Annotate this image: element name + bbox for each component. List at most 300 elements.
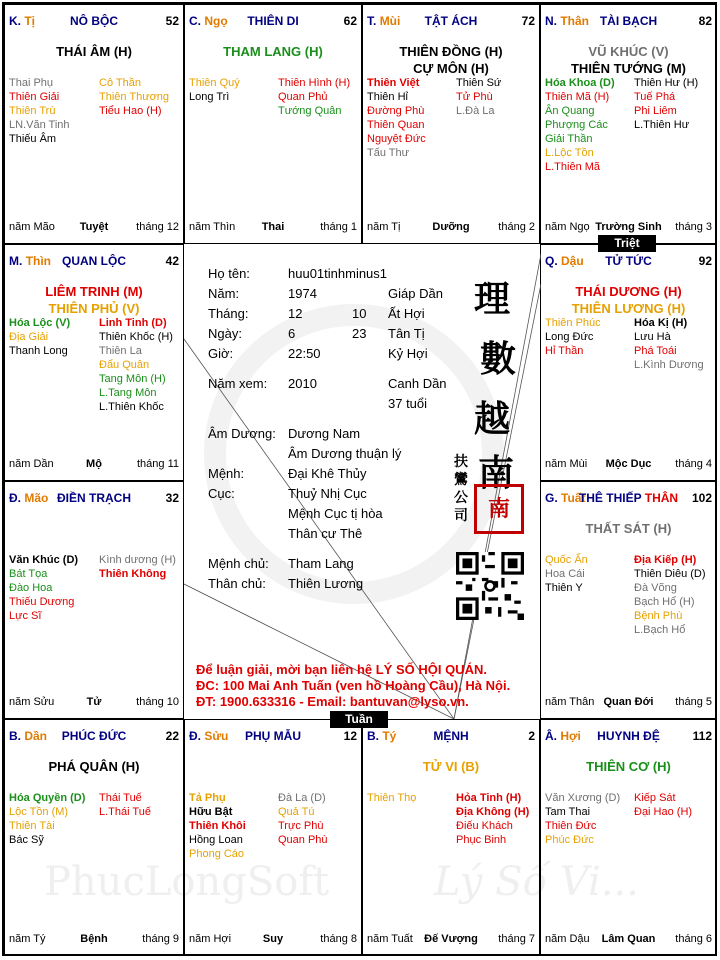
branch-letter: C. <box>189 14 201 28</box>
star-item: Thiên Khôi <box>189 820 246 832</box>
palace-month: tháng 1 <box>320 221 357 233</box>
palace-cell-than[interactable] <box>540 4 717 244</box>
palace-header <box>189 729 357 745</box>
main-stars <box>543 43 714 77</box>
palace-header <box>9 254 179 270</box>
stars-right <box>278 791 328 847</box>
palace-year: năm Dậu <box>545 933 590 945</box>
star-item: L.Tang Môn <box>99 387 157 399</box>
calligraphy-side-char: 鸞 <box>454 472 468 488</box>
calligraphy-side-char: 公 <box>454 490 468 506</box>
palace-cell-thin[interactable] <box>4 244 184 481</box>
star-item: Trực Phù <box>278 820 324 832</box>
star-item: Thiếu Dương <box>9 596 75 608</box>
star-item: Linh Tinh (D) <box>99 317 167 329</box>
stars-left <box>9 553 78 623</box>
palace-header <box>367 14 535 30</box>
star-item: Thiên Khốc (H) <box>99 331 173 343</box>
palace-name <box>545 14 712 28</box>
star-item: Hóa Lộc (V) <box>9 317 71 329</box>
palace-title: NÔ BỘC <box>70 14 118 28</box>
palace-month: tháng 2 <box>498 221 535 233</box>
star-item: Phá Toái <box>634 345 677 357</box>
palace-phase: Đế Vượng <box>424 933 478 945</box>
day-can: Tân Tị <box>388 326 425 341</box>
main-star: THIÊN CƠ (H) <box>586 759 671 774</box>
main-stars <box>7 43 181 60</box>
star-item: Tấu Thư <box>367 147 410 159</box>
stars-right <box>99 791 151 819</box>
main-star: THIÊN LƯƠNG (H) <box>571 301 686 316</box>
star-item: Thiên Mã (H) <box>545 91 610 103</box>
star-item: L.Thiên Mã <box>545 161 601 173</box>
calligraphy-side-char: 司 <box>454 508 468 524</box>
star-item: L.Kình Dương <box>634 359 704 371</box>
qr-finder-pattern <box>501 552 524 575</box>
star-item: Hồng Loan <box>189 834 243 846</box>
main-stars <box>365 758 537 775</box>
star-item: Đào Hoa <box>9 582 53 594</box>
cuc-label: Cục: <box>208 486 235 501</box>
palace-name <box>189 14 357 28</box>
star-item: Thiên Thọ <box>367 792 417 804</box>
stars-left <box>9 316 70 358</box>
than-chu-value: Thiên Lương <box>288 576 364 591</box>
palace-footer <box>545 696 712 710</box>
branch-name: Dậu <box>561 254 584 268</box>
main-stars <box>543 758 714 775</box>
stars-left <box>9 791 85 847</box>
star-item: Văn Khúc (D) <box>9 554 79 566</box>
month-lunar: 10 <box>352 306 367 321</box>
main-star: PHÁ QUÂN (H) <box>48 759 140 774</box>
star-item: Văn Xương (D) <box>545 792 621 804</box>
palace-cell-ti[interactable] <box>362 719 540 956</box>
stars-left <box>9 76 70 146</box>
star-item: Cô Thần <box>99 77 141 89</box>
star-item: Thiên Diêu (D) <box>634 568 706 580</box>
palace-cell-tuat[interactable] <box>540 481 717 719</box>
amduong-note: Âm Dương thuận lý <box>288 446 402 461</box>
star-item: Quốc Ấn <box>545 554 588 566</box>
palace-year: năm Thìn <box>189 221 236 233</box>
palace-month: tháng 6 <box>675 933 712 945</box>
palace-phase: Trường Sinh <box>595 221 662 233</box>
star-item: Thiếu Âm <box>9 133 57 145</box>
palace-footer <box>9 221 179 235</box>
palace-footer <box>9 696 179 710</box>
palace-header <box>9 14 179 30</box>
palace-month: tháng 10 <box>136 696 179 708</box>
calligraphy-char: 越 <box>474 398 511 440</box>
star-item: Quan Phù <box>278 834 328 846</box>
main-star: LIÊM TRINH (M) <box>45 284 143 299</box>
palace-cell-dau[interactable] <box>540 244 717 481</box>
palace-year: năm Tý <box>9 933 46 945</box>
palace-header <box>367 729 535 745</box>
main-star: THIÊN PHỦ (V) <box>48 301 140 316</box>
palace-month: tháng 9 <box>142 933 179 945</box>
red-seal: 南 <box>474 484 524 534</box>
star-item: Thiên Thương <box>99 91 170 103</box>
calligraphy-char: 數 <box>480 338 517 380</box>
palace-title: PHÚC ĐỨC <box>61 729 127 743</box>
branch-name: Dần <box>24 729 48 743</box>
watermark-left: PhucLongSoft <box>44 859 330 905</box>
star-item: Bác Sỹ <box>9 834 44 846</box>
palace-phase: Dưỡng <box>432 221 470 233</box>
main-star: THÁI DƯƠNG (H) <box>575 284 682 299</box>
palace-phase: Tuyệt <box>79 221 109 233</box>
star-item: Hóa Khoa (D) <box>545 77 615 89</box>
palace-header <box>9 729 179 745</box>
palace-year: năm Thân <box>545 696 595 708</box>
palace-name <box>9 254 179 268</box>
name-value: huu01tinhminus1 <box>288 266 388 281</box>
palace-month: tháng 7 <box>498 933 535 945</box>
palace-name <box>367 14 535 28</box>
palace-month: tháng 8 <box>320 933 357 945</box>
qr-code[interactable] <box>456 552 524 620</box>
palace-header <box>545 14 712 30</box>
branch-name: Ngọ <box>204 14 228 28</box>
than-chu-label: Thân chủ: <box>208 576 266 591</box>
star-item: L.Thiên Hư <box>634 119 690 131</box>
palace-year: năm Tuất <box>367 933 413 945</box>
star-item: Long Trì <box>189 91 230 103</box>
stars-right <box>634 553 706 637</box>
palace-year: năm Ngọ <box>545 221 590 233</box>
star-item: Long Đức <box>545 331 594 343</box>
star-item: Thanh Long <box>9 345 68 357</box>
palace-number: 2 <box>528 729 535 743</box>
stars-left <box>545 553 588 595</box>
star-item: Thiên Tài <box>9 820 55 832</box>
branch-name: Tuất <box>561 491 586 505</box>
star-item: Thiên Giải <box>9 91 60 103</box>
branch-letter: Â. <box>545 729 557 743</box>
star-item: Tam Thai <box>545 806 591 818</box>
palace-number: 72 <box>521 14 535 28</box>
palace-cell-mao[interactable] <box>4 481 184 719</box>
star-item: Thiên Đức <box>545 820 597 832</box>
palace-phase: Mộc Dục <box>605 458 652 470</box>
cuc-value: Thuỷ Nhị Cục <box>288 486 367 501</box>
palace-footer <box>545 221 712 235</box>
star-item: L.Đà La <box>456 105 495 117</box>
branch-name: Mão <box>24 491 49 505</box>
month-label: Tháng: <box>208 306 249 321</box>
palace-header <box>545 254 712 270</box>
palace-year: năm Sửu <box>9 696 55 708</box>
star-item: Địa Giải <box>9 331 49 343</box>
palace-cell-dan[interactable] <box>4 719 184 956</box>
branch-letter: N. <box>545 14 557 28</box>
star-item: Lưu Hà <box>634 331 671 343</box>
palace-title: THÊ THIẾP <box>578 491 642 505</box>
star-item: Thiên Việt <box>367 77 420 89</box>
star-item: Bát Tọa <box>9 568 48 580</box>
branch-name: Mùi <box>379 14 401 28</box>
name-label: Họ tên: <box>208 266 250 281</box>
palace-title: HUYNH ĐỆ <box>597 729 660 743</box>
star-item: Thiên Hình (H) <box>278 77 351 89</box>
star-item: Quan Phủ <box>278 91 328 103</box>
palace-month: tháng 3 <box>675 221 712 233</box>
star-item: Thiên Trù <box>9 105 56 117</box>
palace-phase: Quan Đới <box>603 696 654 708</box>
contact-line-1: Để luận giải, mời bạn liên hệ LÝ SỐ HỘI QUÁN. <box>196 662 487 677</box>
star-item: Hữu Bật <box>189 806 233 818</box>
palace-cell-ngo[interactable] <box>184 4 362 244</box>
star-item: Địa Kiếp (H) <box>634 554 697 566</box>
star-item: Phong Cáo <box>189 848 245 860</box>
palace-month: tháng 5 <box>675 696 712 708</box>
palace-month: tháng 11 <box>136 458 179 470</box>
palace-year: năm Hợi <box>189 933 232 945</box>
palace-footer <box>367 221 535 235</box>
age: 37 tuổi <box>388 396 428 411</box>
star-item: Tuế Phá <box>634 91 676 103</box>
palace-title: PHỤ MẪU <box>245 729 301 743</box>
year-value: 1974 <box>288 286 317 301</box>
stars-right <box>456 76 501 118</box>
palace-phase: Tử <box>86 696 102 708</box>
palace-cell-ty[interactable] <box>4 4 184 244</box>
palace-footer <box>189 221 357 235</box>
calligraphy-side-char: 扶 <box>454 454 468 470</box>
palace-title: MỆNH <box>433 729 469 743</box>
star-item: Kình dương (H) <box>99 554 176 566</box>
star-item: Giải Thần <box>545 133 593 145</box>
main-stars <box>7 758 181 775</box>
palace-extra: THÂN <box>644 491 679 505</box>
star-item: Tử Phù <box>456 91 493 103</box>
main-star: THIÊN TƯỚNG (M) <box>570 61 687 76</box>
palace-year: năm Dần <box>9 458 54 470</box>
star-item: Quả Tú <box>278 806 315 818</box>
star-item: Thiên Phúc <box>545 317 601 329</box>
palace-number: 62 <box>343 14 357 28</box>
branch-name: Sửu <box>204 729 229 743</box>
star-item: Hóa Quyền (D) <box>9 792 86 804</box>
menh-chu-label: Mệnh chủ: <box>208 556 269 571</box>
menh-chu-value: Tham Lang <box>288 556 354 571</box>
palace-name <box>9 491 179 505</box>
stars-right <box>99 553 176 581</box>
main-star: THẤT SÁT (H) <box>585 521 672 536</box>
main-star: VŨ KHÚC (V) <box>588 44 669 59</box>
branch-letter: M. <box>9 254 23 268</box>
palace-number: 32 <box>165 491 179 505</box>
branch-name: Tị <box>24 14 36 28</box>
calligraphy-char: 南 <box>478 452 515 494</box>
stars-left <box>367 791 416 805</box>
palace-month: tháng 12 <box>136 221 179 233</box>
stars-right <box>99 316 173 414</box>
main-star: THAM LANG (H) <box>223 44 323 59</box>
main-star: THIÊN ĐỒNG (H) <box>399 44 503 59</box>
palace-footer <box>545 933 712 947</box>
palace-header <box>545 729 712 745</box>
star-item: Hỏa Tinh (H) <box>456 792 522 804</box>
branch-letter: G. <box>545 491 558 505</box>
palace-year: năm Mão <box>9 221 55 233</box>
branch-letter: B. <box>9 729 21 743</box>
star-item: Đà La (D) <box>278 792 326 804</box>
palace-number: 102 <box>691 491 712 505</box>
star-item: Hóa Kị (H) <box>634 317 688 329</box>
qr-finder-pattern <box>456 552 479 575</box>
month-can: Ất Hợi <box>388 306 425 321</box>
palace-phase: Thai <box>261 221 285 233</box>
star-item: Thiên Hư (H) <box>634 77 699 89</box>
main-star: TỬ VI (B) <box>422 759 480 774</box>
stars-left <box>367 76 426 160</box>
year-label: Năm: <box>208 286 240 301</box>
palace-phase: Lâm Quan <box>601 933 656 945</box>
qr-center-logo-ring <box>487 583 493 589</box>
branch-letter: Đ. <box>189 729 201 743</box>
main-stars <box>187 43 359 60</box>
triet-tag: Triệt <box>598 235 656 252</box>
hour-can: Kỷ Hợi <box>388 346 428 361</box>
branch-name: Hợi <box>560 729 581 743</box>
stars-right <box>456 791 529 847</box>
star-item: Kiếp Sát <box>634 792 676 804</box>
palace-title: QUAN LỘC <box>62 254 126 268</box>
star-item: Đại Hao (H) <box>634 806 693 818</box>
palace-footer <box>189 933 357 947</box>
palace-name <box>189 729 357 743</box>
main-stars <box>543 520 714 537</box>
cuc-note-2: Thân cư Thê <box>288 526 363 541</box>
horoscope-board <box>2 2 717 956</box>
palace-header <box>545 491 712 507</box>
view-year-can: Canh Dần <box>388 376 447 391</box>
star-item: Nguyệt Đức <box>367 133 426 145</box>
menh-value: Đại Khê Thủy <box>288 466 367 481</box>
stars-left <box>189 76 240 104</box>
stars-right <box>634 791 692 819</box>
main-stars <box>543 283 714 317</box>
stars-right <box>99 76 169 118</box>
palace-cell-suu[interactable] <box>184 719 362 956</box>
branch-name: Tý <box>382 729 397 743</box>
star-item: Tiểu Hao (H) <box>99 105 162 117</box>
star-item: Bệnh Phù <box>634 610 683 622</box>
palace-phase: Mộ <box>86 458 102 470</box>
star-item: Ân Quang <box>545 105 595 117</box>
stars-right <box>634 316 704 372</box>
star-item: Thái Tuế <box>99 792 142 804</box>
palace-name <box>9 14 179 28</box>
star-item: L.Thái Tuế <box>99 806 151 818</box>
hour-value: 22:50 <box>288 346 321 361</box>
palace-name <box>9 729 179 743</box>
star-item: Điếu Khách <box>456 820 513 832</box>
star-item: Thiên Y <box>545 582 583 594</box>
star-item: Tả Phụ <box>189 792 226 804</box>
cuc-note-1: Mệnh Cục tị hòa <box>288 506 383 521</box>
palace-cell-mui[interactable] <box>362 4 540 244</box>
stars-right <box>278 76 350 118</box>
branch-letter: T. <box>367 14 377 28</box>
star-item: Tang Môn (H) <box>99 373 166 385</box>
star-item: Phượng Các <box>545 119 608 131</box>
star-item: Thiên Không <box>99 568 167 580</box>
palace-number: 82 <box>698 14 712 28</box>
stars-right <box>634 76 698 132</box>
star-item: Đẩu Quân <box>99 359 150 371</box>
star-item: Tướng Quân <box>278 105 342 117</box>
palace-cell-hoi[interactable] <box>540 719 717 956</box>
star-item: Thiên Sứ <box>456 77 502 89</box>
star-item: Thiên Hỉ <box>367 91 408 103</box>
palace-number: 42 <box>165 254 179 268</box>
center-info-panel <box>184 244 541 719</box>
stars-left <box>545 791 620 847</box>
year-can: Giáp Dần <box>388 286 443 301</box>
stars-left <box>545 316 601 358</box>
palace-title: ĐIỀN TRẠCH <box>57 491 131 505</box>
qr-finder-pattern <box>456 597 479 620</box>
main-star: CỰ MÔN (H) <box>413 61 489 76</box>
palace-footer <box>9 458 179 472</box>
palace-title: TỬ TỨC <box>605 254 652 268</box>
star-item: Thai Phụ <box>9 77 54 89</box>
menh-label: Mệnh: <box>208 466 245 481</box>
contact-line-3: ĐT: 1900.633316 - Email: bantuvan@lyso.vn. <box>196 694 469 709</box>
main-star: THÁI ÂM (H) <box>56 44 132 59</box>
amduong-label: Âm Dương: <box>208 426 276 441</box>
branch-name: Thìn <box>25 254 52 268</box>
day-lunar: 23 <box>352 326 367 341</box>
palace-footer <box>545 458 712 472</box>
palace-year: năm Mùi <box>545 458 588 470</box>
palace-number: 92 <box>698 254 712 268</box>
hour-label: Giờ: <box>208 346 234 361</box>
palace-year: năm Tị <box>367 221 401 233</box>
main-stars <box>365 43 537 77</box>
star-item: Hoa Cái <box>545 568 585 580</box>
star-item: L.Lộc Tồn <box>545 147 594 159</box>
branch-letter: K. <box>9 14 21 28</box>
view-year-label: Năm xem: <box>208 376 268 391</box>
palace-name <box>545 254 712 268</box>
palace-number: 22 <box>165 729 179 743</box>
palace-title: THIÊN DI <box>247 14 299 28</box>
palace-number: 112 <box>692 729 712 743</box>
star-item: L.Bạch Hổ <box>634 624 686 636</box>
star-item: Địa Không (H) <box>456 806 530 818</box>
star-item: L.Thiên Khốc <box>99 401 164 413</box>
palace-phase: Bệnh <box>80 933 108 945</box>
palace-header <box>9 491 179 507</box>
palace-title: TÀI BẠCH <box>599 14 658 28</box>
star-item: Thiên Quý <box>189 77 240 89</box>
palace-month: tháng 4 <box>675 458 712 470</box>
stars-left <box>545 76 615 174</box>
palace-number: 12 <box>343 729 357 743</box>
watermark-right: Lý Số Vi... <box>434 859 639 905</box>
star-item: Phi Liêm <box>634 105 677 117</box>
tuan-tag: Tuần <box>330 711 388 728</box>
palace-footer <box>367 933 535 947</box>
star-item: Thiên La <box>99 345 142 357</box>
star-item: Đà Võng <box>634 582 677 594</box>
main-stars <box>7 283 181 317</box>
